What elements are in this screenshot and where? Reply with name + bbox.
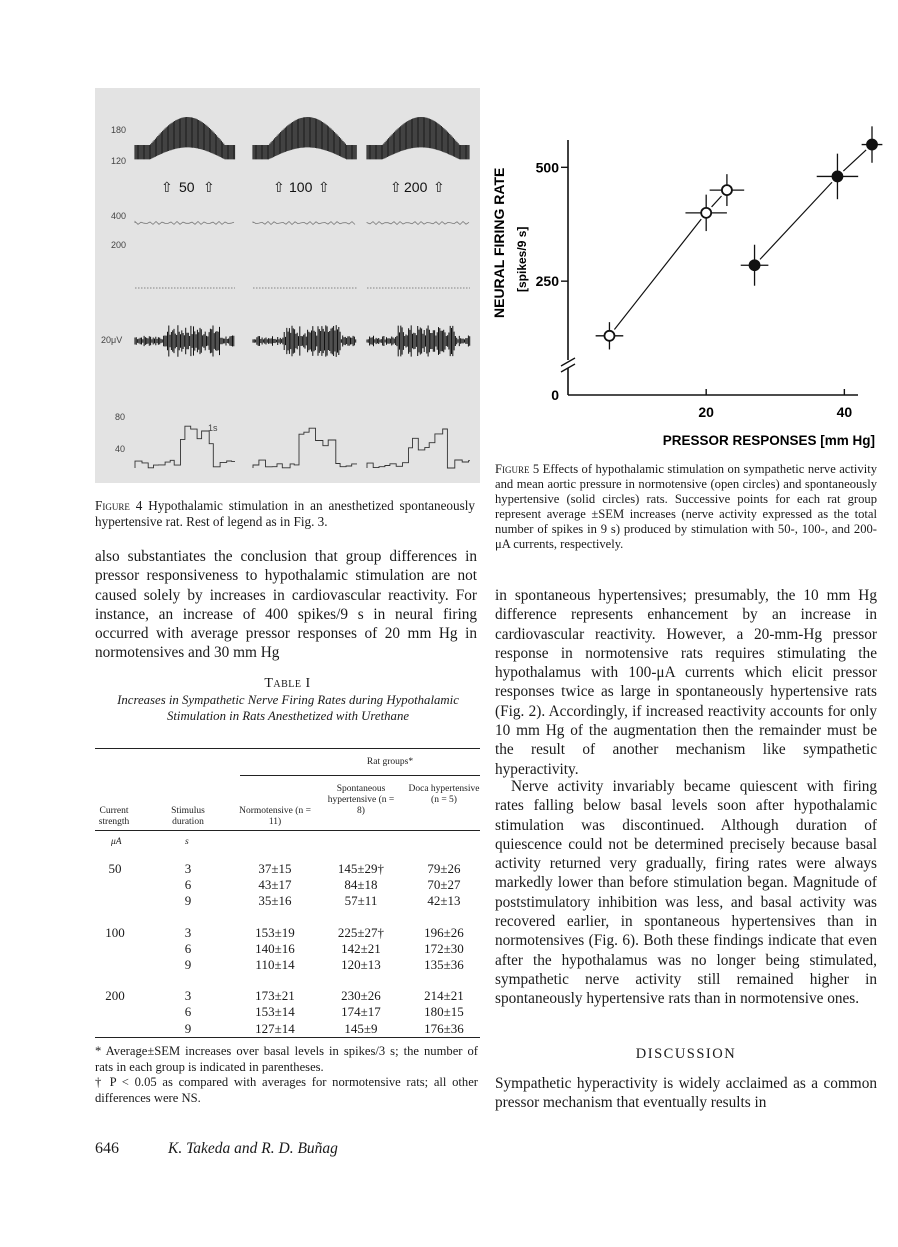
col-header-current: Current strength [98, 806, 130, 827]
body-paragraph-right-1: in spontaneous hypertensives; presumably, the 10 mm Hg difference represents enhancement by an increase in cardiovascular reactivity. However, a 20-mm-Hg pressor response in normotensive rats requires stimulating the hypothalamus with 100-μA currents which elicit pressor responses twice as large in spontaneously hypertensive rats (Fig. 2). Accordingly, if increased reactivity accounts for only 10 mm Hg of the augmentation then the remainder must be the result of another mechanism like sympathetic hyperactivity. [495, 587, 877, 778]
nerve-trace-segment [253, 325, 356, 357]
svg-text:⇧: ⇧ [318, 179, 330, 195]
cell-stimulus-duration: 3 [184, 861, 192, 876]
unit-stimulus: s [185, 837, 189, 847]
cell-spontaneous-hypertensive: 120±13 [341, 957, 381, 972]
solid-circle-point [750, 260, 760, 270]
figure-5-caption-text: Effects of hypothalamic stimulation on sympathetic nerve activity and mean aortic pressure in normotensive (open circles) and spontaneously hypertensive (solid circles) rats. Successive points for each rat group represent average ±SEM increases (nerve activity expressed as the total number of spikes in 9 s) produced by stimulation with 50-, 100-, and 200-μA currents, respectively. [495, 462, 877, 551]
cell-doca-hypertensive: 79±26 [427, 861, 461, 876]
figure-5-label: Figure 5 [495, 462, 540, 476]
cell-normotensive: 173±21 [255, 988, 295, 1004]
y-tick-label: 250 [535, 273, 559, 290]
cell-current-strength: 50 [108, 861, 122, 876]
x-tick-label: 40 [836, 404, 853, 420]
rate-80-label: 80 [115, 412, 126, 422]
body-paragraph-right-2: Nerve activity invariably became quiescent with firing rates falling below basal levels soon after hypothalamic stimulation was discontinued. Although duration of quiescence could not be determined precisely because basal activity returned very gradually, firing rates were always markedly lower than before stimulation began. Magnitude of poststimulatory inhibition was less, and basal activity was recovered earlier, in spontaneous hypertensives than in normotensives (Fig. 6). Both these findings indicate that even after the hypothalamus was no longer being stimulated, sympathetic nerve activity still remained higher in spontaneously hypertensive rats than in normotensive ones. [495, 778, 877, 1008]
figure-4-traces [95, 88, 480, 483]
nerve-scale-label: 20μV [101, 335, 123, 345]
cell-spontaneous-hypertensive: 174±17 [341, 1004, 381, 1020]
rat-groups-header: Rat groups* [366, 757, 414, 767]
cell-stimulus-duration: 3 [184, 924, 192, 940]
figure-5-caption [495, 462, 877, 552]
page-number: 646 [95, 1140, 119, 1157]
cell-stimulus-duration: 9 [184, 957, 192, 972]
figure-4-caption [95, 498, 475, 530]
cell-normotensive: 35±16 [258, 893, 292, 909]
bp-trace-segment [253, 117, 356, 159]
chart-axes [536, 140, 858, 420]
cell-normotensive: 153±19 [255, 924, 295, 940]
table-top-rule [95, 748, 480, 749]
cell-doca-hypertensive: 70±27 [427, 877, 461, 893]
cell-normotensive: 37±15 [258, 861, 292, 876]
figure-5-plot [488, 88, 888, 460]
group-header-rule [240, 775, 480, 776]
solid-circle-point [832, 171, 842, 181]
series-line [760, 182, 832, 259]
y-axis-label: NEURAL FIRING RATE [491, 167, 507, 318]
table-footnotes [95, 1044, 478, 1106]
figure-4-caption-text: Hypothalamic stimulation in an anesthetized spontaneously hypertensive rat. Rest of legend as in Fig. 3. [95, 498, 475, 529]
discussion-paragraph: Sympathetic hyperactivity is widely acclaimed as a common pressor mechanism that eventually results in [495, 1075, 877, 1112]
discussion-heading: DISCUSSION [635, 1046, 737, 1062]
mean-pressure-trace [135, 222, 470, 289]
bp-trace-segment [367, 117, 469, 159]
table-footnote-1: * Average±SEM increases over basal levels in spikes/3 s; the number of rats in each group is indicated in parentheses. [95, 1044, 478, 1074]
solid-circle-point [867, 140, 877, 150]
svg-text:⇧: ⇧ [203, 179, 215, 195]
cell-current-strength: 200 [105, 988, 125, 1004]
cell-spontaneous-hypertensive: 225±27† [337, 924, 385, 940]
running-footer-authors: K. Takeda and R. D. Buñag [168, 1140, 338, 1157]
col-header-spontaneous: Spontaneous hypertensive (n = 8) [327, 784, 395, 816]
nerve-trace-segment [367, 325, 470, 356]
figure-5-chart [488, 88, 888, 460]
svg-text:⇧: ⇧ [433, 179, 445, 195]
open-circle-point [722, 185, 732, 195]
stimulus-label-200: 200 [404, 179, 428, 195]
open-circle-point [604, 331, 614, 341]
cell-stimulus-duration: 9 [184, 1020, 192, 1036]
cell-doca-hypertensive: 196±26 [424, 924, 464, 940]
col-header-doca: Doca hypertensive (n = 5) [408, 784, 480, 805]
cell-doca-hypertensive: 172±30 [424, 940, 464, 956]
cell-spontaneous-hypertensive: 230±26 [341, 988, 381, 1004]
bp-trace-segment [135, 117, 235, 159]
svg-text:⇧: ⇧ [161, 179, 173, 195]
body-paragraph-left: also substantiates the conclusion that group differences in pressor responsiveness to hypothalamic stimulation are not caused solely by increases in cardiovascular reactivity. For instance, an increase of 400 spikes/9 s in neural firing occurred with average pressor responses of 20 mm Hg in normotensives and 30 mm Hg [95, 548, 477, 662]
y-axis-units-label: [spikes/9 s] [515, 226, 529, 292]
cell-stimulus-duration: 6 [184, 877, 192, 893]
rate-trace-segment [135, 426, 235, 468]
svg-text:⇧: ⇧ [273, 179, 285, 195]
stimulus-label-50: 50 [179, 179, 195, 195]
stimulus-marker-200 [390, 179, 445, 195]
cell-doca-hypertensive: 176±36 [424, 1020, 464, 1036]
stimulus-label-100: 100 [289, 179, 313, 195]
col-header-stimulus: Stimulus duration [171, 806, 205, 827]
bp-180-label: 180 [111, 125, 127, 135]
cell-normotensive: 140±16 [255, 940, 295, 956]
time-scale-label: 1s [208, 423, 218, 433]
figure-4-label: Figure 4 [95, 498, 143, 513]
unit-current: μA [111, 837, 122, 847]
cell-spontaneous-hypertensive: 145±29† [337, 861, 385, 876]
cell-spontaneous-hypertensive: 142±21 [341, 940, 381, 956]
cell-stimulus-duration: 6 [184, 940, 192, 956]
cell-current-strength: 100 [105, 924, 125, 940]
header-bottom-rule [95, 830, 480, 831]
firing-rate-trace [135, 426, 470, 468]
table-bottom-rule [95, 1037, 480, 1038]
ms-200-label: 200 [111, 240, 127, 250]
cell-normotensive: 43±17 [258, 877, 292, 893]
cell-spontaneous-hypertensive: 84±18 [344, 877, 378, 893]
series-line [712, 196, 722, 207]
cell-doca-hypertensive: 135±36 [424, 957, 464, 972]
blood-pressure-trace [135, 117, 469, 159]
rate-trace-segment [253, 428, 357, 468]
rate-40-label: 40 [115, 444, 126, 454]
x-tick-label: 20 [698, 404, 714, 420]
cell-normotensive: 127±14 [255, 1020, 295, 1036]
nerve-trace-segment [135, 325, 234, 357]
y-tick-label: 500 [535, 159, 559, 176]
cell-doca-hypertensive: 42±13 [427, 893, 461, 909]
rate-trace-segment [367, 429, 470, 468]
cell-normotensive: 153±14 [255, 1004, 295, 1020]
mean-pressure-segment [367, 222, 469, 225]
stimulus-marker-100 [273, 179, 330, 195]
nerve-activity-trace [135, 325, 470, 357]
y-tick-label: 0 [551, 387, 559, 403]
cell-normotensive: 110±14 [255, 957, 295, 972]
data-points [596, 126, 883, 349]
bp-120-label: 120 [111, 156, 127, 166]
figure-4-recording-image [95, 88, 480, 483]
cell-doca-hypertensive: 180±15 [424, 1004, 464, 1020]
table-title: Table I [264, 676, 311, 691]
table-caption: Increases in Sympathetic Nerve Firing Rates during Hypothalamic Stimulation in Rats Anesthetized with Urethane [117, 693, 459, 723]
series-line [614, 219, 701, 329]
table-footnote-2: † P < 0.05 as compared with averages for normotensive rats; all other differences were NS. [95, 1075, 478, 1105]
cell-stimulus-duration: 3 [184, 988, 192, 1004]
x-axis-label: PRESSOR RESPONSES [mm Hg] [662, 433, 875, 448]
cell-stimulus-duration: 6 [184, 1004, 192, 1020]
stimulus-marker-50 [161, 179, 215, 195]
cell-stimulus-duration: 9 [184, 893, 192, 909]
mean-pressure-segment [253, 222, 355, 225]
svg-text:⇧: ⇧ [390, 179, 402, 195]
open-circle-point [701, 208, 711, 218]
mean-pressure-segment [135, 222, 234, 225]
cell-doca-hypertensive: 214±21 [424, 988, 464, 1004]
ms-400-label: 400 [111, 211, 127, 221]
col-header-normotensive: Normotensive (n = 11) [239, 806, 311, 827]
cell-spontaneous-hypertensive: 57±11 [344, 893, 378, 909]
series-line [843, 150, 866, 171]
cell-spontaneous-hypertensive: 145±9 [344, 1020, 378, 1036]
